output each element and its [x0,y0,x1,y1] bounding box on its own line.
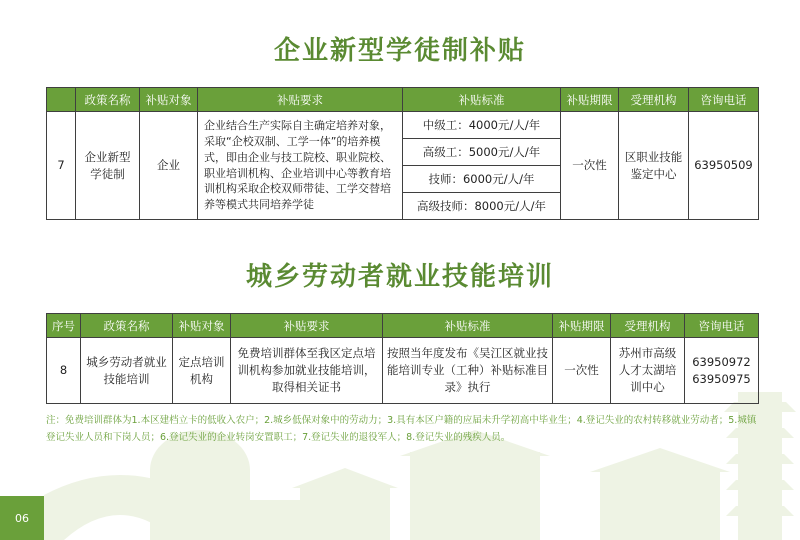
table-header-row [47,314,759,338]
policy-name: 城乡劳动者就业技能培训 [81,338,173,404]
header-requirement: 补贴要求 [231,314,383,338]
subsidy-requirement: 免费培训群体至我区定点培训机构参加就业技能培训，取得相关证书 [231,338,383,404]
header-target: 补贴对象 [140,88,198,112]
header-requirement: 补贴要求 [198,88,403,112]
table-header-row [47,88,759,112]
footnote: 注：免费培训群体为1.本区建档立卡的低收入农户；2.城乡低保对象中的劳动力；3.具有本区户籍的应届未升学初高中毕业生；4.登记失业的农村转移就业劳动者；5.城镇登记失业人员和下岗人员；6.登记失业的企业转岗安置职工；7.登记失业的退役军人；8.登记失业的残疾人员。 [46,415,757,443]
standard-senior-technician: 高级技师：8000元/人/年 [403,193,561,220]
row-number: 8 [47,338,81,404]
phone-2: 63950975 [692,371,751,386]
header-standard: 补贴标准 [403,88,561,112]
phone: 63950509 [689,112,759,220]
table-row [47,112,759,139]
header-phone: 咨询电话 [689,88,759,112]
standard-senior: 高级工：5000元/人/年 [403,139,561,166]
header-standard: 补贴标准 [383,314,553,338]
agency: 区职业技能鉴定中心 [619,112,689,220]
section1-title: 企业新型学徒制补贴 [273,36,526,66]
header-target: 补贴对象 [173,314,231,338]
apprenticeship-subsidy-table [46,87,759,220]
policy-name: 企业新型学徒制 [76,112,140,220]
subsidy-standard: 按照当年度发布《吴江区就业技能培训专业（工种）补贴标准目录》执行 [383,338,553,404]
header-phone: 咨询电话 [685,314,759,338]
standard-technician: 技师：6000元/人/年 [403,166,561,193]
page-number: 06 [0,496,44,540]
standard-intermediate: 中级工：4000元/人/年 [403,112,561,139]
subsidy-term: 一次性 [561,112,619,220]
header-term: 补贴期限 [561,88,619,112]
table-row [47,338,759,404]
agency: 苏州市高级人才太湖培训中心 [611,338,685,404]
header-term: 补贴期限 [553,314,611,338]
phone [685,338,759,404]
phone-1: 63950972 [692,354,751,369]
header-no [47,88,76,112]
row-number: 7 [47,112,76,220]
header-policy: 政策名称 [76,88,140,112]
header-no: 序号 [47,314,81,338]
section2-title: 城乡劳动者就业技能培训 [245,262,554,292]
skills-training-table [46,313,759,404]
subsidy-target: 定点培训机构 [173,338,231,404]
subsidy-target: 企业 [140,112,198,220]
header-policy: 政策名称 [81,314,173,338]
header-agency: 受理机构 [619,88,689,112]
subsidy-term: 一次性 [553,338,611,404]
subsidy-requirement: 企业结合生产实际自主确定培养对象，采取“企校双制、工学一体”的培养模式，即由企业与技工院校、职业院校、职业培训机构、企业培训中心等教育培训机构采取企校双师带徒、工学交替培养等模式共同培养学徒 [198,112,403,220]
header-agency: 受理机构 [611,314,685,338]
